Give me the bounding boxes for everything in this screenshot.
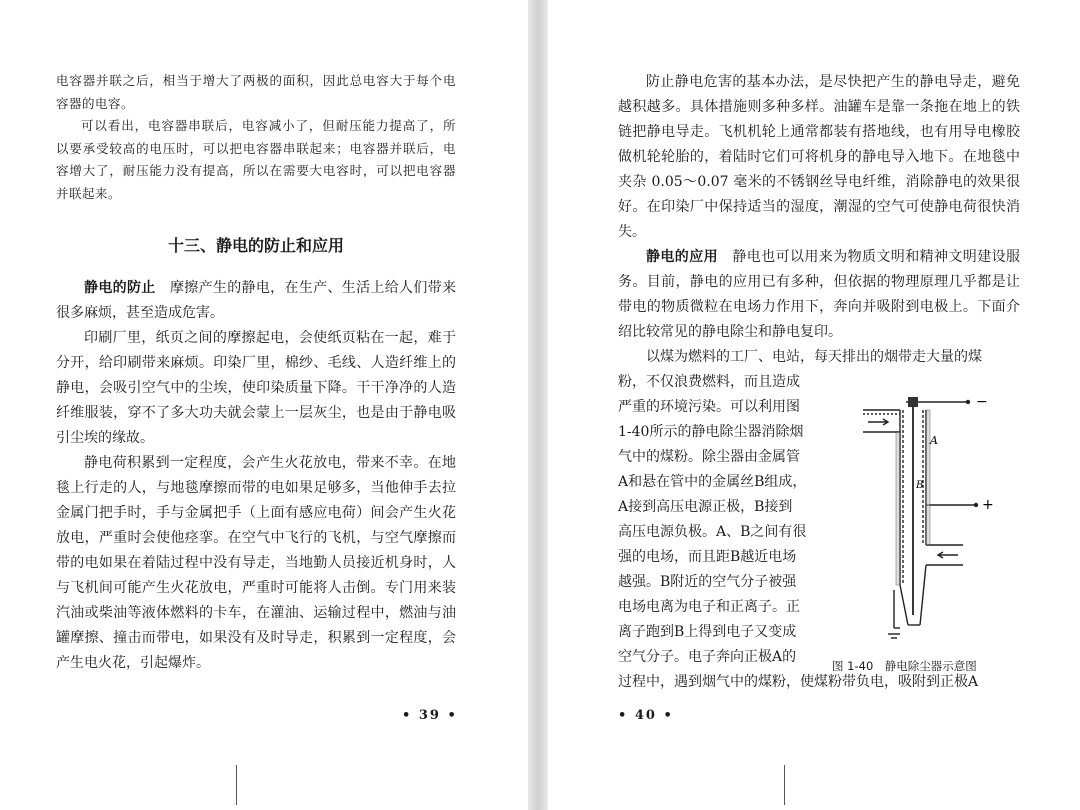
left-page [0,0,528,810]
book-gutter [528,0,548,810]
text-line: 粉，不仅浪费燃料，而且造成 [618,374,800,390]
text-line: 强的电场，而且距B越近电场 [618,549,797,565]
text-line: 高压电源负极。A、B之间有很 [618,524,807,540]
paragraph-capacitor-parallel: 电容器并联之后，相当于增大了两极的面积，因此总电容大于每个电容器的电容。 [56,73,456,111]
text-line: 严重的环境污染。可以利用图 [618,399,800,415]
crop-mark [784,765,785,805]
paragraph-printing: 印刷厂里，纸页之间的摩擦起电，会使纸页粘在一起，难于分开，给印刷带来麻烦。印染厂里，棉纱、毛线、人造纤维上的静电，会吸引空气中的尘埃，使印染质量下降。干干净净的人造纤维服装，穿不了多大功夫就会蒙上一层灰尘，也是由于静电吸引尘埃的缘故。 [56,330,456,446]
term-static-application: 静电的应用 [646,249,718,265]
text-line: 电场电离为电子和正离子。正 [618,599,800,615]
paragraph-static-prevention-text: 摩擦产生的静电，在生产、生活上给人们带来很多麻烦，甚至造成危害。 [56,280,457,321]
insulator-icon [908,397,918,407]
section-heading: 十三、静电的防止和应用 [167,236,344,255]
text-line: A和悬在管中的金属丝B组成， [618,474,807,490]
page-number-right: • 40 • [618,708,674,723]
right-page [548,0,1080,810]
label-minus: − [976,394,988,410]
paragraph-dust-collector-last: 过程中，遇到烟气中的煤粉，使煤粉带负电，吸附到正极A [618,674,979,690]
paragraph-dust-collector-intro: 以煤为燃料的工厂、电站，每天排出的烟带走大量的煤 [646,349,982,365]
label-tube-a: A [930,434,938,447]
paragraph-static-application [618,245,1020,345]
paragraph-dust-collector-wrapped [618,370,828,670]
figure-caption: 图 1-40 静电除尘器示意图 [832,659,977,673]
text-line: 空气分子。电子奔向正极A的 [618,649,797,665]
label-wire-b: B [916,480,924,491]
label-plus: + [982,497,994,513]
left-page-body [56,70,456,676]
paragraph-static-removal: 防止静电危害的基本办法，是尽快把产生的静电导走，避免越积越多。具体措施则多种多样。油罐车是靠一条拖在地上的铁链把静电导走。飞机机轮上通常都装有搭地线，也有用导电橡胶做机轮轮胎的，着陆时它们可将机身的静电导入地下。在地毯中夹杂 0.05～0.07 毫米的不锈钢丝导电纤维，消除静电的效果很好。在印染厂中保持适当的湿度，潮湿的空气可使静电荷很快消失。 [618,74,1020,240]
paragraph-static-prevention [56,276,456,326]
figure-electrostatic-precipitator [858,380,1028,650]
crop-mark [236,765,237,805]
page-number-left: • 39 • [402,708,458,723]
term-static-prevention: 静电的防止 [84,280,156,296]
text-line: A接到高压电源正极，B接到 [618,499,793,515]
paragraph-static-application-text: 静电也可以用来为物质文明和精神文明建设服务。目前，静电的应用已有多种，但依据的物理原理几乎都是让带电的物质微粒在电场力作用下，奔向并吸附到电极上。下面介绍比较常见的静电除尘和静电复印。 [618,249,1021,340]
paragraph-spark-discharge: 静电荷积累到一定程度，会产生火花放电，带来不幸。在地毯上行走的人，与地毯摩擦而带的电如果足够多，当他伸手去拉金属门把手时，手与金属把手（上面有感应电荷）间会产生火花放电，严重时会使他痉挛。在空气中飞行的飞机，与空气摩擦而带的电如果在着陆过程中没有导走，当地勤人员接近机身时，人与飞机间可能产生火花放电，严重时可能将人击倒。专门用来装汽油或柴油等液体燃料的卡车，在灌油、运输过程中，燃油与油罐摩擦、撞击而带电，如果没有及时导走，积累到一定程度，会产生电火花，引起爆炸。 [56,455,456,671]
text-line: 越强。B附近的空气分子被强 [618,574,797,590]
text-line: 1-40所示的静电除尘器消除烟 [618,424,804,440]
text-line: 气中的煤粉。除尘器由金属管 [618,449,800,465]
text-line: 离子跑到B上得到电子又变成 [618,624,797,640]
paragraph-capacitor-series: 可以看出，电容器串联后，电容减小了，但耐压能力提高了，所以要承受较高的电压时，可以把电容器串联起来；电容器并联后，电容增大了，耐压能力没有提高，所以在需要大电容时，可以把电容器并联起来。 [56,118,456,201]
